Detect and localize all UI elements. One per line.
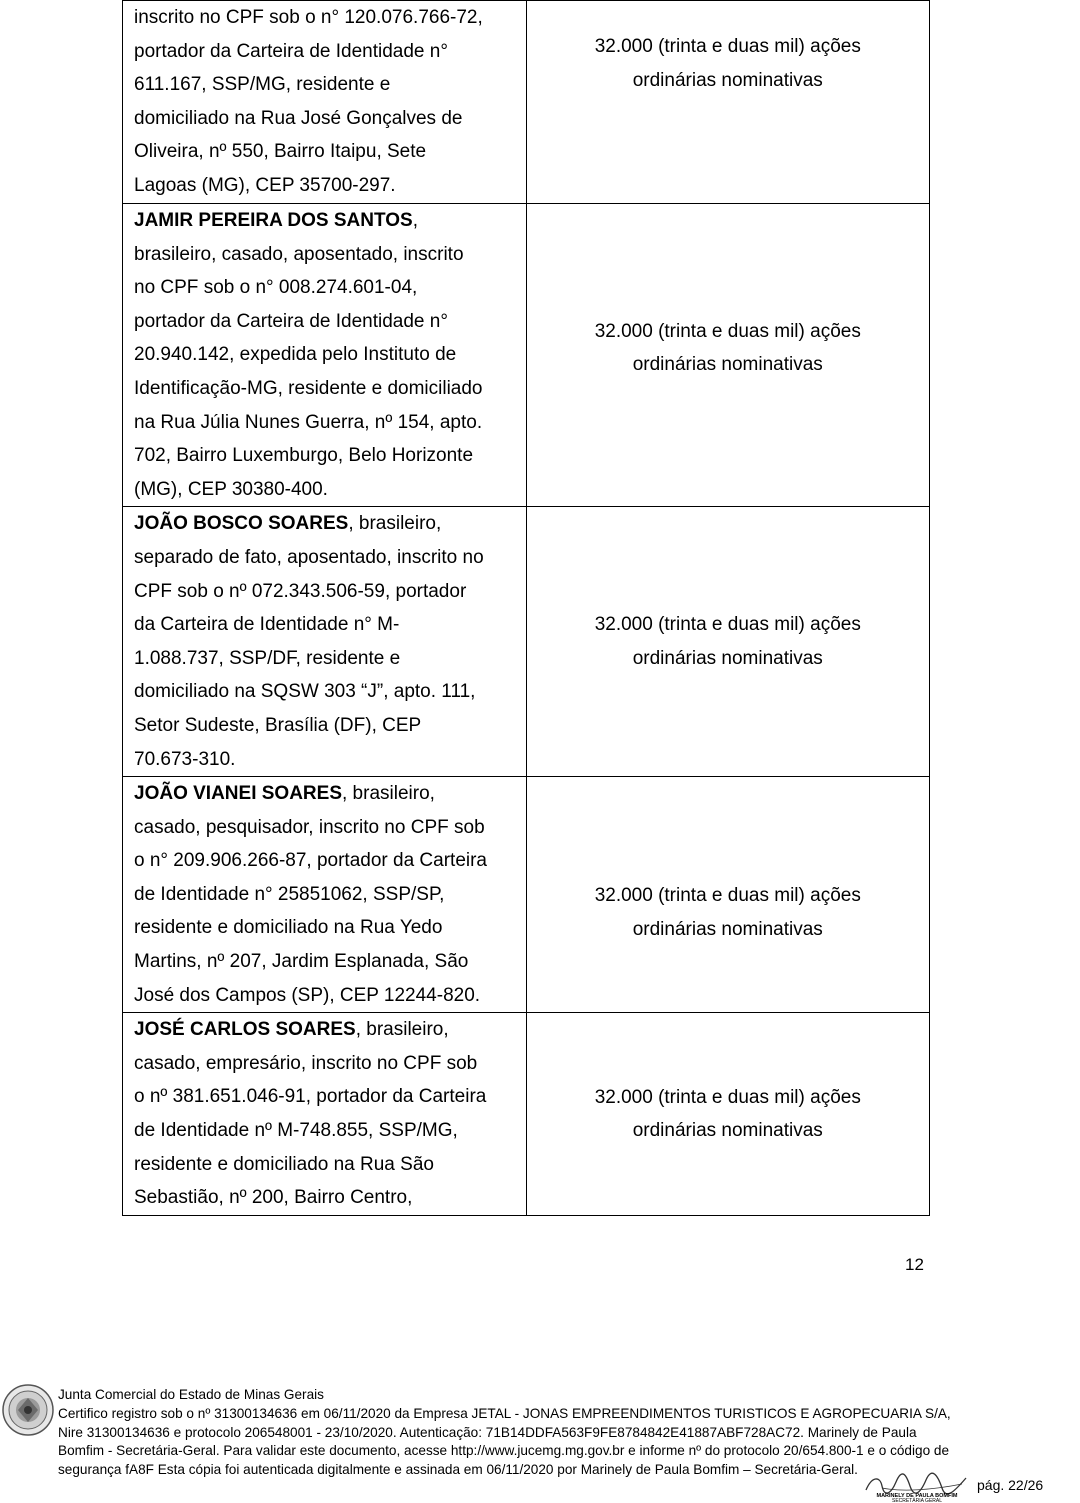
table-row	[123, 204, 930, 507]
signature-icon	[862, 1472, 972, 1502]
page-number: 12	[905, 1255, 924, 1274]
registry-footer: Junta Comercial do Estado de Minas Gerais Certifico registro sob o nº 31300134636 em 06/11/2020 da Empresa JETAL - JONAS EMPREENDIMENTOS TURISTICOS E AGROPECUARIA S/A, Nire 31300134636 e protocolo 206548001 - 23/10/2020. Autenticação: 71B14DDFA563F9FE8784842E41887ABF728AC72. Marinely de Paula Bomfim - Secretária-Geral. Para validar este documento, acesse http://www.jucemg.mg.gov.br e informe nº do protocolo 20/654.800-1 e o código de segurança fA8F Esta cópia foi autenticada digitalmente e assinada em 06/11/2020 por Marinely de Paula Bomfim – Secretária-Geral.	[58, 1387, 951, 1478]
table-row	[123, 1013, 930, 1216]
description-text: inscrito no CPF sob o n° 120.076.766-72, portador da Carteira de Identidade n° 611.167, SSP/MG, residente e domiciliado na Rua José Gonçalves de Oliveira, nº 550, Bairro Itaipu, Sete Lagoas (MG), CEP 35700-297.	[134, 7, 483, 196]
shareholder-description	[123, 1013, 527, 1216]
shares-cell	[526, 507, 929, 777]
shares-text: 32.000 (trinta e duas mil) ações ordinárias nominativas	[594, 320, 861, 376]
description-text: JAMIR PEREIRA DOS SANTOS, brasileiro, casado, aposentado, inscrito no CPF sob o n° 008.274.601-04, portador da Carteira de Identidade n° 20.940.142, expedida pelo Instituto de Identificação-MG, residente e domiciliado na Rua Júlia Nunes Guerra, nº 154, apto. 702, Bairro Luxemburgo, Belo Horizonte (MG), CEP 30380-400.	[134, 210, 483, 500]
shares-text: 32.000 (trinta e duas mil) ações ordinárias nominativas	[594, 1086, 861, 1142]
page-counter: pág. 22/26	[977, 1477, 1044, 1493]
shares-cell	[526, 1013, 929, 1216]
description-text: JOSÉ CARLOS SOARES, brasileiro, casado, empresário, inscrito no CPF sob o nº 381.651.046-91, portador da Carteira de Identidade nº M-748.855, SSP/MG, residente e domiciliado na Rua São Sebastião, nº 200, Bairro Centro,	[134, 1019, 487, 1209]
shares-text: 32.000 (trinta e duas mil) ações ordinárias nominativas	[594, 614, 861, 669]
shareholder-name: JOÃO VIANEI SOARES	[134, 783, 342, 805]
description-text: JOÃO VIANEI SOARES, brasileiro, casado, pesquisador, inscrito no CPF sob o n° 209.906.266-87, portador da Carteira de Identidade n° 25851062, SSP/SP, residente e domiciliado na Rua Yedo Martins, nº 207, Jardim Esplanada, São José dos Campos (SP), CEP 12244-820.	[134, 783, 488, 1006]
shareholder-description	[123, 1, 527, 204]
shareholder-description	[123, 204, 527, 507]
shareholder-name: JOSÉ CARLOS SOARES	[134, 1019, 356, 1041]
shareholder-name: JAMIR PEREIRA DOS SANTOS	[134, 210, 413, 231]
shareholders-table	[122, 0, 930, 1216]
state-seal-icon	[1, 1383, 55, 1437]
shareholder-description	[123, 507, 527, 777]
shares-cell	[526, 777, 929, 1013]
shares-cell	[526, 1, 929, 204]
table-row	[123, 777, 930, 1013]
svg-text:MARINELY DE PAULA BOMFIM: MARINELY DE PAULA BOMFIM	[876, 1493, 958, 1499]
table-row	[123, 1, 930, 204]
shares-cell	[526, 204, 929, 507]
shares-text: 32.000 (trinta e duas mil) ações ordinárias nominativas	[594, 885, 861, 940]
shareholder-description	[123, 777, 527, 1013]
table-row	[123, 507, 930, 777]
shareholder-name: JOÃO BOSCO SOARES	[134, 513, 349, 535]
description-text: JOÃO BOSCO SOARES, brasileiro, separado de fato, aposentado, inscrito no CPF sob o nº 072.343.506-59, portador da Carteira de Identidade n° M- 1.088.737, SSP/DF, residente e domiciliado na SQSW 303 “J”, apto. 111, Setor Sudeste, Brasília (DF), CEP 70.673-310.	[134, 513, 484, 770]
shares-text: 32.000 (trinta e duas mil) ações ordinárias nominativas	[594, 36, 861, 91]
svg-text:SECRETÁRIA GERAL: SECRETÁRIA GERAL	[891, 1498, 943, 1502]
